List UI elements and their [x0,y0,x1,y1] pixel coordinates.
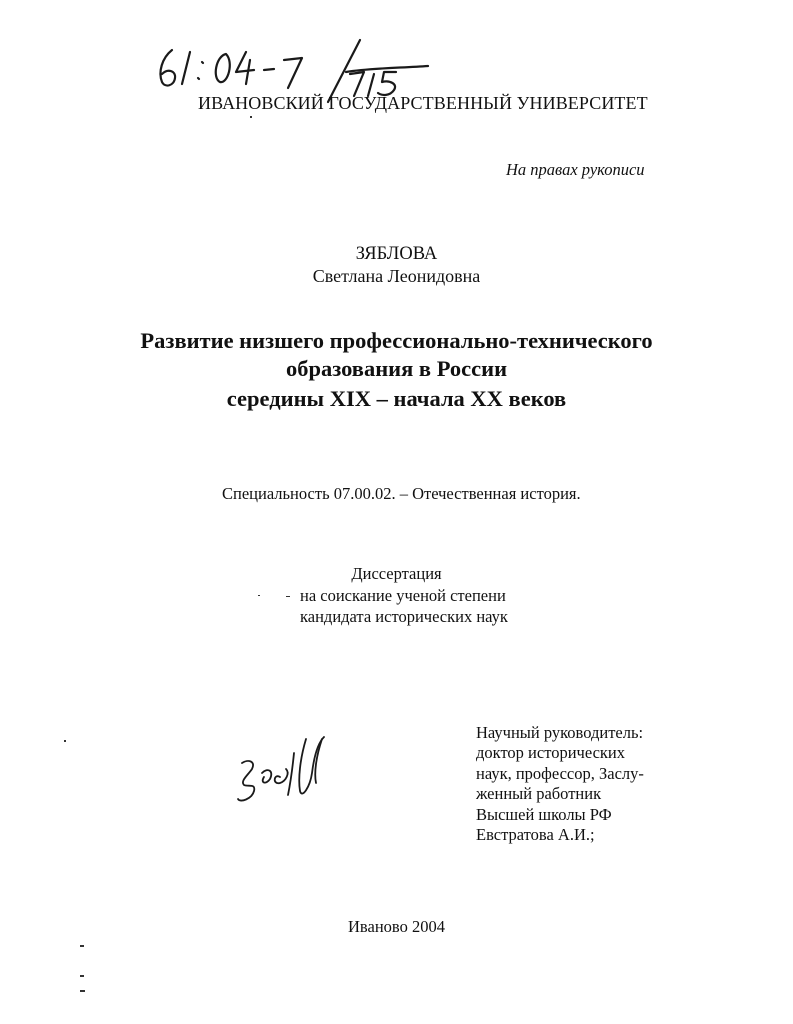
supervisor-line-1: Научный руководитель: [476,723,644,742]
degree-line-1: на соискание ученой степени [300,586,506,605]
university-name: ИВАНОВСКИЙ ГОСУДАРСТВЕННЫЙ УНИВЕРСИТЕТ [198,93,648,113]
specialty-line: Специальность 07.00.02. – Отечественная история. [222,484,581,503]
author-given-names: Светлана Леонидовна [312,266,481,286]
supervisor-line-6: Евстратова А.И.; [476,825,595,845]
supervisor-block [476,723,736,845]
scan-speck [80,945,84,947]
scan-speck [64,740,66,742]
scan-speck [80,990,85,992]
supervisor-line-4: женный работник [476,784,602,804]
city-and-year: Иваново 2004 [348,917,445,936]
thesis-title-line-2: образования в России [285,356,508,381]
supervisor-line-2: доктор исторических [476,743,625,763]
scan-speck [250,116,252,118]
scan-speck [258,595,260,596]
author-surname: ЗЯБЛОВА [355,244,438,264]
thesis-title-line-1: Развитие низшего профессионально-технического [140,328,653,353]
scan-speck [286,596,290,597]
supervisor-line-5: Высшей школы РФ [476,804,612,824]
manuscript-note: На правах рукописи [506,160,645,179]
thesis-title-line-3: середины XIX – начала XX веков [226,386,567,411]
scan-speck [80,975,84,977]
degree-line-2: кандидата исторических наук [300,607,508,626]
supervisor-line-3: наук, профессор, Заслу- [476,763,644,783]
author-signature [234,733,344,809]
dissertation-label: Диссертация [351,564,442,583]
